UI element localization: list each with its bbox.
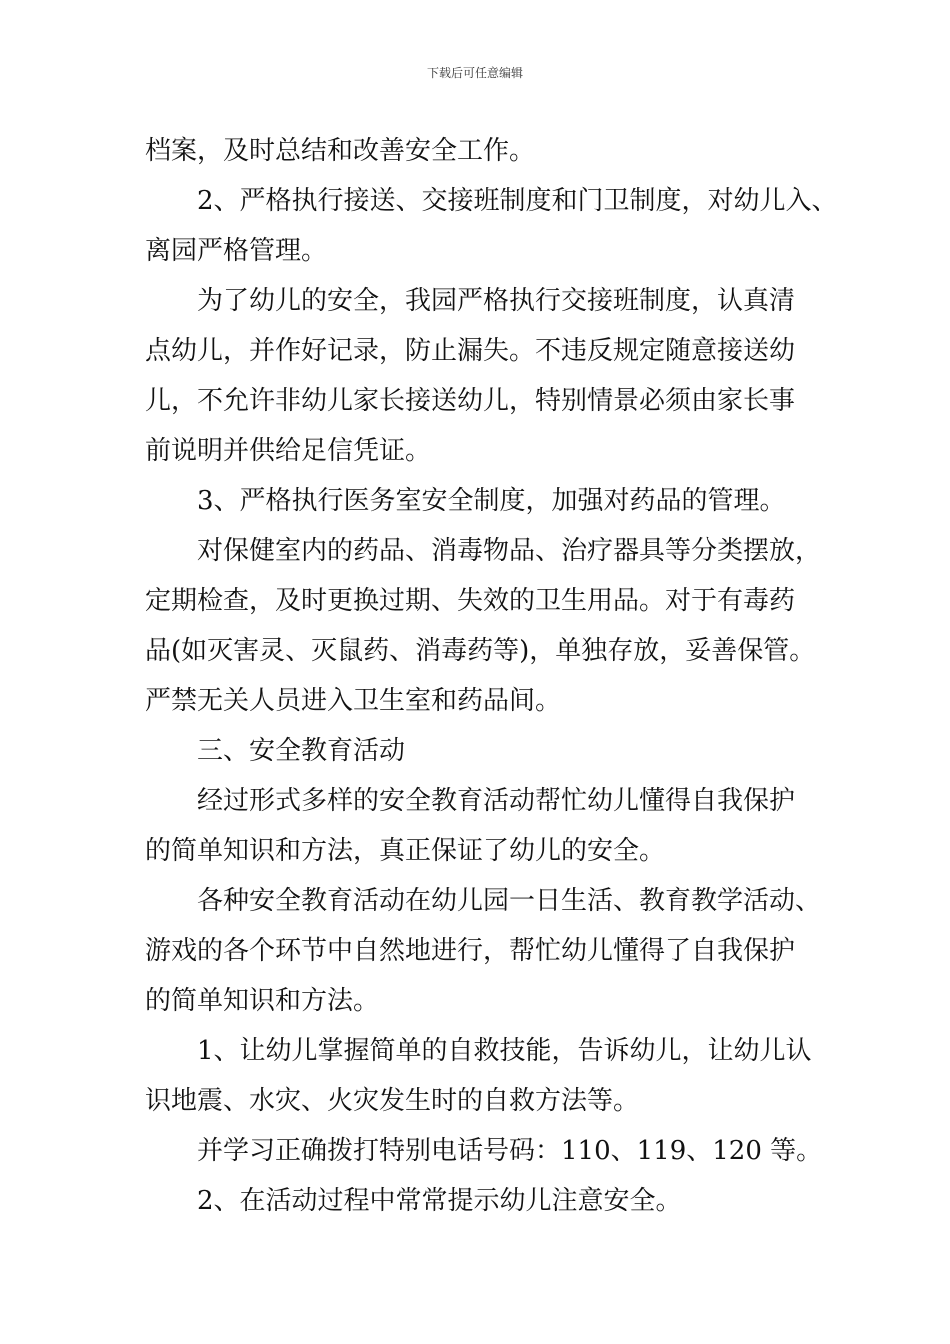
text-line: 并学习正确拨打特别电话号码：110、119、120 等。 (197, 1136, 823, 1166)
text-line: 的简单知识和方法，真正保证了幼儿的安全。 (145, 836, 666, 866)
text-line: 2、严格执行接送、交接班制度和门卫制度，对幼儿入、 (197, 186, 838, 216)
text-line: 1、让幼儿掌握简单的自救技能，告诉幼儿，让幼儿认 (197, 1036, 812, 1066)
text-line: 各种安全教育活动在幼儿园一日生活、教育教学活动、 (197, 886, 822, 916)
text-line: 儿，不允许非幼儿家长接送幼儿，特别情景必须由家长事 (145, 386, 796, 416)
page-header-note: 下载后可任意编辑 (426, 66, 523, 80)
text-line: 严禁无关人员进入卫生室和药品间。 (145, 686, 562, 716)
text-line: 经过形式多样的安全教育活动帮忙幼儿懂得自我保护 (197, 786, 796, 816)
text-line: 离园严格管理。 (145, 236, 328, 266)
text-line: 识地震、水灾、火灾发生时的自救方法等。 (145, 1086, 640, 1116)
text-line: 2、在活动过程中常常提示幼儿注意安全。 (197, 1186, 682, 1216)
text-line: 定期检查，及时更换过期、失效的卫生用品。对于有毒药 (145, 586, 796, 616)
text-line: 档案，及时总结和改善安全工作。 (145, 136, 536, 166)
text-line: 游戏的各个环节中自然地进行，帮忙幼儿懂得了自我保护 (145, 936, 796, 966)
text-line: 3、严格执行医务室安全制度，加强对药品的管理。 (197, 486, 786, 516)
section-heading: 三、安全教育活动 (197, 736, 406, 766)
text-line: 的简单知识和方法。 (145, 986, 380, 1016)
text-line: 前说明并供给足信凭证。 (145, 436, 432, 466)
document-body (145, 126, 838, 1226)
text-line: 点幼儿，并作好记录，防止漏失。不违反规定随意接送幼 (145, 336, 796, 366)
text-line: 品(如灭害灵、灭鼠药、消毒药等)，单独存放，妥善保管。 (145, 636, 816, 666)
text-line: 为了幼儿的安全，我园严格执行交接班制度，认真清 (197, 286, 796, 316)
text-line: 对保健室内的药品、消毒物品、治疗器具等分类摆放， (197, 536, 822, 566)
